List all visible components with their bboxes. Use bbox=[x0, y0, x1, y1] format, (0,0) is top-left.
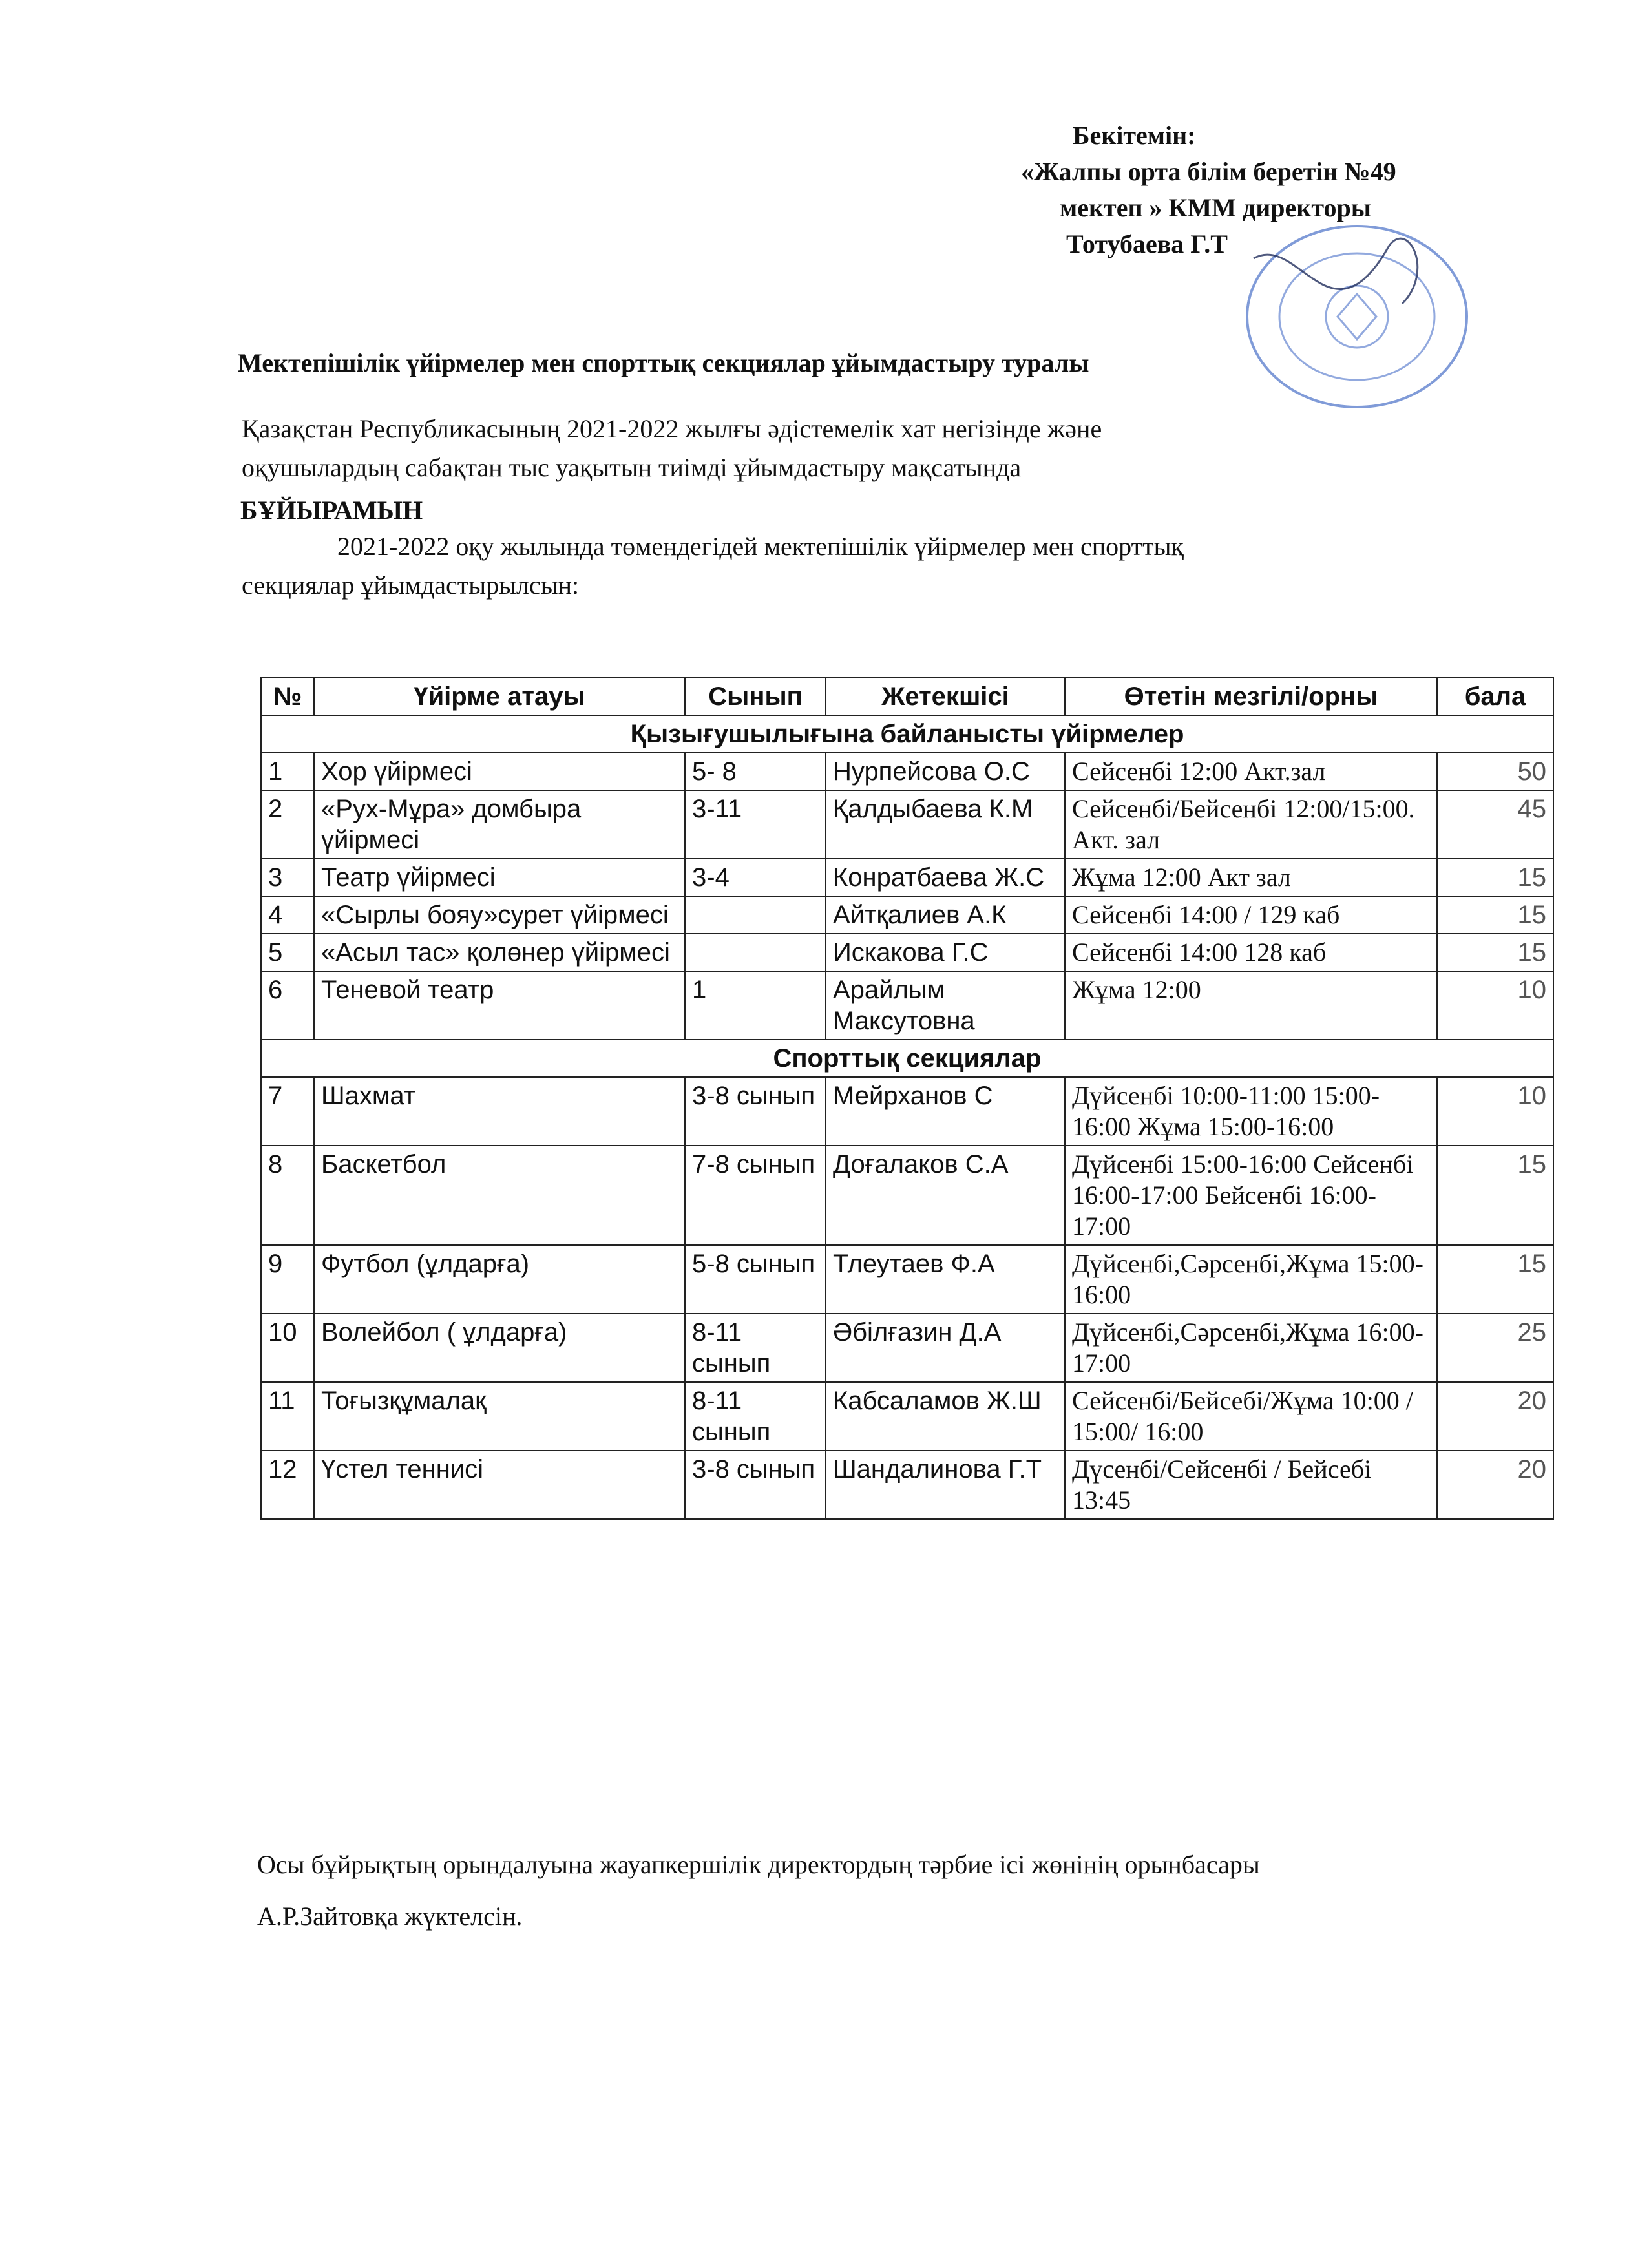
table-row bbox=[261, 859, 1553, 896]
row-name: Театр үйірмесі bbox=[314, 859, 685, 896]
intro-line-1: Қазақстан Республикасының 2021-2022 жылғы әдістемелік хат негізінде және bbox=[242, 414, 1102, 443]
section-row-clubs bbox=[261, 715, 1553, 753]
row-name: Теневой театр bbox=[314, 971, 685, 1040]
row-count: 15 bbox=[1437, 1146, 1553, 1245]
schedule-table bbox=[260, 677, 1554, 1520]
col-header-name: Үйірме атауы bbox=[314, 678, 685, 715]
row-leader: Әбілғазин Д.А bbox=[826, 1314, 1065, 1382]
footer-line-2: А.Р.Зайтовқа жүктелсін. bbox=[257, 1902, 523, 1931]
row-count: 25 bbox=[1437, 1314, 1553, 1382]
row-num: 6 bbox=[261, 971, 314, 1040]
row-grade bbox=[685, 934, 826, 971]
row-num: 1 bbox=[261, 753, 314, 790]
row-grade: 8-11 сынып bbox=[685, 1314, 826, 1382]
row-num: 11 bbox=[261, 1382, 314, 1451]
row-time: Сейсенбі/Бейсенбі 12:00/15:00. Акт. зал bbox=[1065, 790, 1437, 859]
row-leader: Нурпейсова О.С bbox=[826, 753, 1065, 790]
school-stamp bbox=[1241, 220, 1473, 414]
row-grade: 8-11 сынып bbox=[685, 1382, 826, 1451]
row-leader: Айтқалиев А.К bbox=[826, 896, 1065, 934]
row-grade: 3-4 bbox=[685, 859, 826, 896]
row-count: 10 bbox=[1437, 971, 1553, 1040]
row-count: 15 bbox=[1437, 1245, 1553, 1314]
order-line-2: секциялар ұйымдастырылсын: bbox=[242, 571, 580, 600]
row-leader: Қалдыбаева К.М bbox=[826, 790, 1065, 859]
approval-school: «Жалпы орта білім беретін №49 bbox=[1021, 157, 1396, 186]
row-time: Жұма 12:00 bbox=[1065, 971, 1437, 1040]
row-leader: Мейрханов С bbox=[826, 1077, 1065, 1146]
col-header-grade: Сынып bbox=[685, 678, 826, 715]
row-leader: Конратбаева Ж.С bbox=[826, 859, 1065, 896]
row-grade bbox=[685, 896, 826, 934]
row-name: Үстел теннисі bbox=[314, 1451, 685, 1519]
section-row-sports bbox=[261, 1040, 1553, 1077]
col-header-num: № bbox=[261, 678, 314, 715]
approval-director: Тотубаева Г.Т bbox=[1066, 229, 1228, 258]
row-count: 15 bbox=[1437, 934, 1553, 971]
row-name: Тоғызқұмалақ bbox=[314, 1382, 685, 1451]
row-time: Сейсенбі 12:00 Акт.зал bbox=[1065, 753, 1437, 790]
row-name: «Рух-Мұра» домбыра үйірмесі bbox=[314, 790, 685, 859]
row-count: 50 bbox=[1437, 753, 1553, 790]
row-num: 7 bbox=[261, 1077, 314, 1146]
row-leader: Шандалинова Г.Т bbox=[826, 1451, 1065, 1519]
row-num: 4 bbox=[261, 896, 314, 934]
col-header-leader: Жетекшісі bbox=[826, 678, 1065, 715]
approval-position: мектеп » КММ директоры bbox=[1060, 193, 1371, 222]
row-time: Дүйсенбі,Сәрсенбі,Жұма 16:00-17:00 bbox=[1065, 1314, 1437, 1382]
row-time: Сейсенбі 14:00 128 каб bbox=[1065, 934, 1437, 971]
table-row bbox=[261, 1314, 1553, 1382]
document-title: Мектепішілік үйірмелер мен спорттық секциялар ұйымдастыру туралы bbox=[238, 348, 1089, 377]
row-num: 10 bbox=[261, 1314, 314, 1382]
row-name: Волейбол ( ұлдарға) bbox=[314, 1314, 685, 1382]
table-row bbox=[261, 1077, 1553, 1146]
row-grade: 3-11 bbox=[685, 790, 826, 859]
table-row bbox=[261, 1382, 1553, 1451]
row-time: Дүйсенбі 15:00-16:00 Сейсенбі 16:00-17:00 Бейсенбі 16:00-17:00 bbox=[1065, 1146, 1437, 1245]
table-row bbox=[261, 1245, 1553, 1314]
row-name: «Сырлы бояу»сурет үйірмесі bbox=[314, 896, 685, 934]
order-line-1: 2021-2022 оқу жылында төмендегідей мектепішілік үйірмелер мен спорттық bbox=[337, 532, 1184, 561]
row-leader: Кабсаламов Ж.Ш bbox=[826, 1382, 1065, 1451]
table-header-row bbox=[261, 678, 1553, 715]
table-row bbox=[261, 971, 1553, 1040]
footer-line-1: Осы бұйрықтың орындалуына жауапкершілік директордың тәрбие ісі жөнінің орынбасары bbox=[257, 1850, 1260, 1879]
table-row bbox=[261, 790, 1553, 859]
row-name: Хор үйірмесі bbox=[314, 753, 685, 790]
table-row bbox=[261, 934, 1553, 971]
row-num: 3 bbox=[261, 859, 314, 896]
row-count: 20 bbox=[1437, 1451, 1553, 1519]
row-leader: Искакова Г.С bbox=[826, 934, 1065, 971]
row-name: Баскетбол bbox=[314, 1146, 685, 1245]
row-grade: 5- 8 bbox=[685, 753, 826, 790]
row-num: 8 bbox=[261, 1146, 314, 1245]
row-count: 20 bbox=[1437, 1382, 1553, 1451]
row-name: Футбол (ұлдарға) bbox=[314, 1245, 685, 1314]
row-num: 12 bbox=[261, 1451, 314, 1519]
row-time: Сейсенбі/Бейсебі/Жұма 10:00 / 15:00/ 16:00 bbox=[1065, 1382, 1437, 1451]
row-leader: Доғалаков С.А bbox=[826, 1146, 1065, 1245]
table-row bbox=[261, 1451, 1553, 1519]
row-num: 9 bbox=[261, 1245, 314, 1314]
row-grade: 5-8 сынып bbox=[685, 1245, 826, 1314]
approval-label: Бекітемін: bbox=[1073, 121, 1196, 150]
row-leader: Арайлым Максутовна bbox=[826, 971, 1065, 1040]
row-time: Жұма 12:00 Акт зал bbox=[1065, 859, 1437, 896]
row-time: Сейсенбі 14:00 / 129 каб bbox=[1065, 896, 1437, 934]
col-header-count: бала bbox=[1437, 678, 1553, 715]
row-grade: 1 bbox=[685, 971, 826, 1040]
table-row bbox=[261, 753, 1553, 790]
row-count: 10 bbox=[1437, 1077, 1553, 1146]
row-name: «Асыл тас» қолөнер үйірмесі bbox=[314, 934, 685, 971]
intro-line-2: оқушылардың сабақтан тыс уақытын тиімді ұйымдастыру мақсатында bbox=[242, 453, 1022, 482]
row-count: 15 bbox=[1437, 859, 1553, 896]
row-grade: 7-8 сынып bbox=[685, 1146, 826, 1245]
row-num: 5 bbox=[261, 934, 314, 971]
row-time: Дүйсенбі 10:00-11:00 15:00-16:00 Жұма 15:00-16:00 bbox=[1065, 1077, 1437, 1146]
row-count: 15 bbox=[1437, 896, 1553, 934]
row-leader: Тлеутаев Ф.А bbox=[826, 1245, 1065, 1314]
table-row bbox=[261, 1146, 1553, 1245]
row-num: 2 bbox=[261, 790, 314, 859]
order-word: БҰЙЫРАМЫН bbox=[240, 496, 423, 525]
row-time: Дүсенбі/Сейсенбі / Бейсебі 13:45 bbox=[1065, 1451, 1437, 1519]
row-grade: 3-8 сынып bbox=[685, 1077, 826, 1146]
col-header-time: Өтетін мезгілі/орны bbox=[1065, 678, 1437, 715]
row-name: Шахмат bbox=[314, 1077, 685, 1146]
section-title: Қызығушылығына байланысты үйірмелер bbox=[261, 715, 1553, 753]
row-count: 45 bbox=[1437, 790, 1553, 859]
row-grade: 3-8 сынып bbox=[685, 1451, 826, 1519]
row-time: Дүйсенбі,Сәрсенбі,Жұма 15:00-16:00 bbox=[1065, 1245, 1437, 1314]
table-row bbox=[261, 896, 1553, 934]
section-title: Спорттық секциялар bbox=[261, 1040, 1553, 1077]
